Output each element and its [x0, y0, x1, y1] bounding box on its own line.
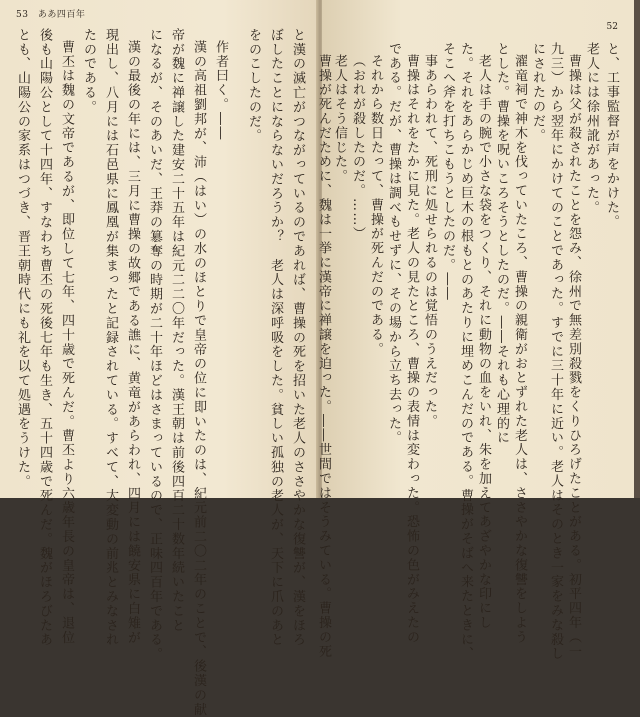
text-line: 曹丕は魏の文帝であるが、即位して七年、四十歳で死んだ。曹丕より六歳年長の皇帝は、退位: [59, 40, 74, 645]
text-line: 九三）から翌年にかけてのことであった。すでに三十年に近い。老人はそのとき一家をみな殺し: [548, 42, 563, 662]
text-line: 老人は手の腕で小さな袋をつくり、それに動物の血をいれ、朱を加えてあざやかな印にし: [476, 54, 491, 630]
text-line: 老人はそう信じた。: [332, 54, 347, 184]
text-line: とした。曹操を呪いころそうとしたのだ。――それも心理的に: [494, 42, 509, 446]
text-line: たのである。: [81, 28, 96, 115]
text-line: そこへ斧を打ちこもうとしたのだ。――: [440, 42, 455, 302]
text-line: 濯竜祠で神木を伐っていたころ、曹操の親衛がおとずれた老人は、ささやかな復讐をしよう: [512, 54, 527, 645]
right-page-number: 52: [606, 22, 618, 32]
text-line: にされたのだ。: [530, 42, 545, 143]
text-line: である。だが、曹操は調べもせずに、その場から立ち去った。: [386, 42, 401, 446]
text-line: 漢の最後の年には、三月に曹操の故郷である譙に、黄竜があらわれ、四月には饒安県に白雉が: [125, 40, 140, 645]
left-page-number: 53: [16, 10, 29, 20]
text-line: （おれが殺したのだ。……）: [350, 54, 365, 242]
left-page: [0, 0, 318, 717]
text-line: 曹操はそれをたかに見た。老人の見たところ、曹操の表情は変わった。恐怖の色がみえたの: [404, 54, 419, 645]
page-edge: [634, 0, 640, 498]
text-line: 現出し、八月には石邑県に鳳凰が集まったと記録されている。すべて、大変動の前兆とみなされ: [103, 28, 118, 648]
text-line: 漢の高祖劉邦が、沛（はい）の水のほとりで皇帝の位に即いたのは、紀元前二〇二年のことで、後漢の献: [191, 40, 206, 717]
text-line: 帝が魏に禅譲した建安二十五年は紀元二二〇年だった。漢王朝は前後四百二十数年続いたこと: [169, 28, 184, 633]
text-line: 作者曰く。――: [213, 40, 228, 141]
text-line: ぼしたことにならないだろうか？ 老人は深呼吸をした。貧しい孤独の老人が、天下に爪のあと: [268, 28, 283, 648]
text-line: 曹操が死んだために、魏は一挙に漢帝に禅譲を迫った。――世間ではそうみている。曹操の死: [316, 54, 331, 659]
text-line: と、工事監督が声をかけた。: [604, 42, 619, 230]
text-line: 後も山陽公として十四年、すなわち曹丕の死後七年も生き、五十四歳で死んだ。魏がほろびたあ: [37, 28, 52, 648]
left-page-header: [16, 7, 85, 20]
text-line: た。それをあらかじめ巨木の根もとのあたりに埋めこんだのである。曹操がそばへ来たときに、: [458, 42, 473, 662]
text-line: をのこしたのだ。: [246, 28, 261, 144]
text-line: と漢の滅亡がつながっているのであれば、曹操の死を招いた老人のささやかな復讐が、漢をほろ: [290, 28, 305, 648]
running-head: ああ四百年: [37, 10, 86, 20]
right-page: [316, 0, 640, 662]
text-line: 老人には徐州訛があった。: [584, 42, 599, 215]
text-line: 事あらわれて、死刑に処せられるのは覚悟のうえだった。: [422, 54, 437, 429]
text-line: それから数日たって、曹操が死んだのである。: [368, 54, 383, 357]
text-line: とも、山陽公の家系はつづき、晋王朝時代にも礼を以て処遇をうけた。: [15, 28, 30, 489]
text-line: 曹操は父が殺されたことを怨み、徐州で無差別殺戮をくりひろげたことがある。初平四年（一: [566, 54, 581, 659]
text-line: になるが、そのあいだ、王莽の簒奪の時期が二十年ほどはさまっているので、正味四百年である。: [147, 28, 162, 662]
